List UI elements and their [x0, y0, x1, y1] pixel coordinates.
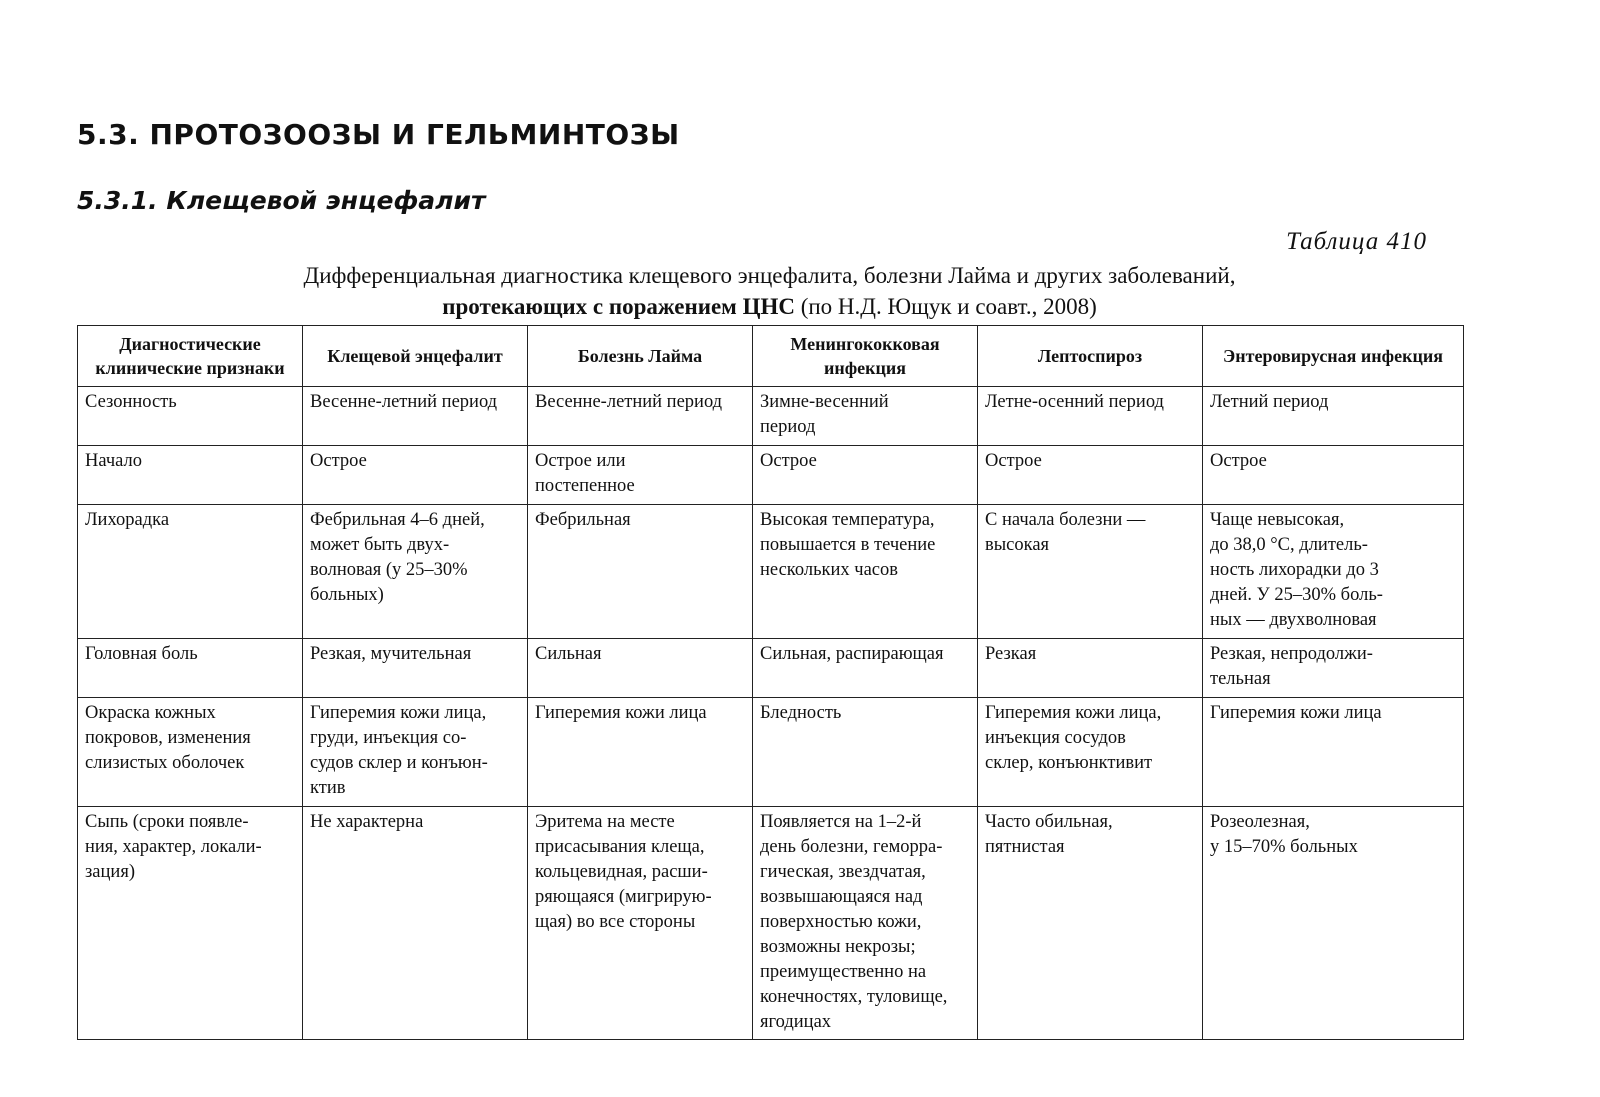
table-cell: Сильная, распирающая [753, 639, 978, 698]
table-cell: Сильная [528, 639, 753, 698]
table-cell: Летне-осенний период [978, 387, 1203, 446]
table-title-line-1: Дифференциальная диагностика клещевого энцефалита, болезни Лайма и других заболеваний, [303, 263, 1236, 288]
table-cell: Весенне-летний период [528, 387, 753, 446]
table-cell: Резкая [978, 639, 1203, 698]
table-cell: Острое или постепенное [528, 446, 753, 505]
table-cell: Острое [303, 446, 528, 505]
table-cell: Острое [1203, 446, 1464, 505]
table-cell: Высокая температура, повышается в течение нескольких часов [753, 505, 978, 639]
table-cell: Летний период [1203, 387, 1464, 446]
table-header-row [78, 326, 1464, 387]
table-cell: Часто обильная, пятнистая [978, 807, 1203, 1040]
row-label: Сезонность [78, 387, 303, 446]
header-meningococcal-infection: Менингококковая инфекция [753, 326, 978, 387]
row-label: Головная боль [78, 639, 303, 698]
table-row [78, 807, 1464, 1040]
table-cell: Острое [978, 446, 1203, 505]
table-cell: Зимне-весенний период [753, 387, 978, 446]
table-cell: Появляется на 1–2-й день болезни, геморра- гическая, звездчатая, возвышающаяся над поверхностью кожи, возможны некрозы; преимущественно на конечностях, туловище, ягодицах [753, 807, 978, 1040]
table-cell: Эритема на месте присасывания клеща, кольцевидная, расши- ряющаяся (мигрирую- щая) во все стороны [528, 807, 753, 1040]
table-cell: Фебрильная [528, 505, 753, 639]
table-cell: Резкая, непродолжи- тельная [1203, 639, 1464, 698]
subsection-heading: 5.3.1. Клещевой энцефалит [77, 186, 486, 215]
table-row [78, 639, 1464, 698]
table-title-line-2-bold: протекающих с поражением ЦНС [442, 294, 795, 319]
table-cell: Весенне-летний период [303, 387, 528, 446]
header-criteria: Диагностические клинические признаки [78, 326, 303, 387]
table-row [78, 505, 1464, 639]
table-title-line-2 [77, 291, 1462, 322]
row-label: Начало [78, 446, 303, 505]
table-row [78, 387, 1464, 446]
table-row [78, 698, 1464, 807]
row-label: Сыпь (сроки появле- ния, характер, локали- зация) [78, 807, 303, 1040]
table-cell: Бледность [753, 698, 978, 807]
table-cell: Гиперемия кожи лица [1203, 698, 1464, 807]
table-cell: Острое [753, 446, 978, 505]
section-heading: 5.3. ПРОТОЗООЗЫ И ГЕЛЬМИНТОЗЫ [77, 118, 680, 151]
header-leptospirosis: Лептоспироз [978, 326, 1203, 387]
table-number: Таблица 410 [1286, 228, 1427, 255]
header-enteroviral-infection: Энтеровирусная инфекция [1203, 326, 1464, 387]
table-cell: Фебрильная 4–6 дней, может быть двух- волновая (у 25–30% больных) [303, 505, 528, 639]
table-row [78, 446, 1464, 505]
header-tick-borne-encephalitis: Клещевой энцефалит [303, 326, 528, 387]
differential-diagnosis-table [77, 325, 1464, 1040]
table-cell: С начала болезни — высокая [978, 505, 1203, 639]
table-cell: Резкая, мучительная [303, 639, 528, 698]
table-cell: Чаще невысокая, до 38,0 °С, длитель- ность лихорадки до 3 дней. У 25–30% боль- ных — двухволновая [1203, 505, 1464, 639]
table-title [77, 260, 1462, 322]
table-cell: Гиперемия кожи лица, инъекция сосудов склер, конъюнктивит [978, 698, 1203, 807]
table-cell: Гиперемия кожи лица, груди, инъекция со- судов склер и конъюн- ктив [303, 698, 528, 807]
table-title-line-2-source: (по Н.Д. Ющук и соавт., 2008) [794, 294, 1097, 319]
row-label: Окраска кожных покровов, изменения слизистых оболочек [78, 698, 303, 807]
table-cell: Гиперемия кожи лица [528, 698, 753, 807]
row-label: Лихорадка [78, 505, 303, 639]
table-cell: Розеолезная, у 15–70% больных [1203, 807, 1464, 1040]
table-cell: Не характерна [303, 807, 528, 1040]
header-lyme-disease: Болезнь Лайма [528, 326, 753, 387]
